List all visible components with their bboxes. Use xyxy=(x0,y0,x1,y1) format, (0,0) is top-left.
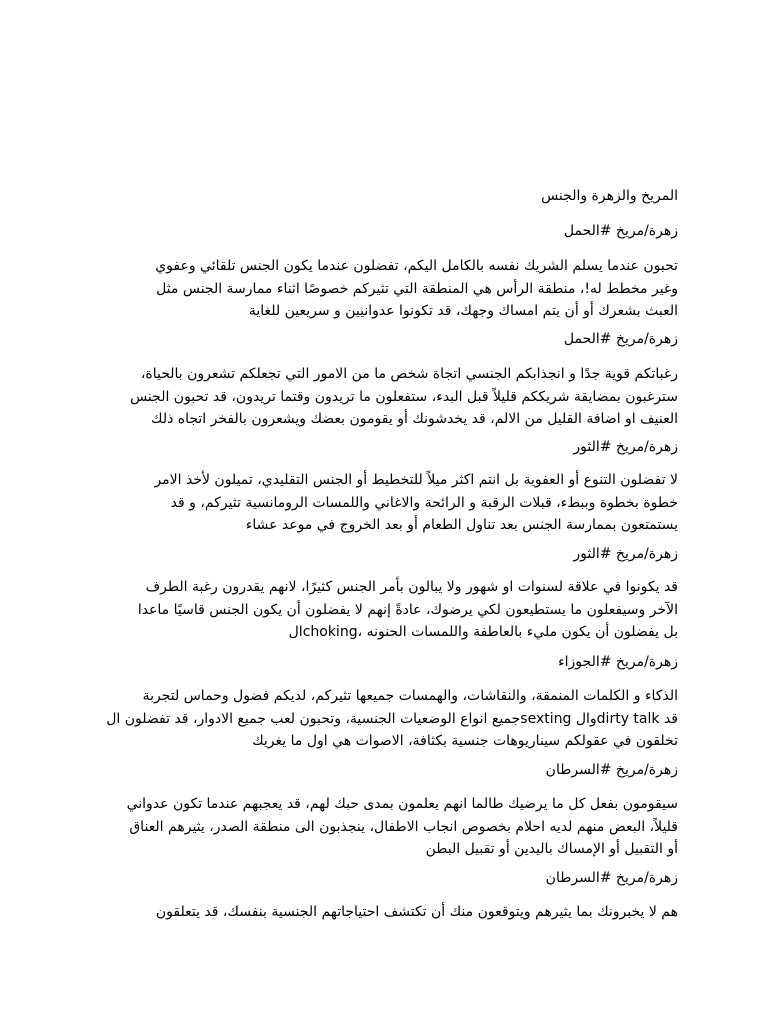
section-heading: زهرة/مريخ #الحمل xyxy=(563,331,678,347)
section-paragraph xyxy=(60,469,678,537)
paragraph-line: يستمتعون بممارسة الجنس بعد تناول الطعام أو بعد الخروج في موعد عشاء xyxy=(245,517,678,533)
paragraph-line: قد dirty talk‏وال sexting‏جميع انواع الوضعيات الجنسية، وتحبون لعب جميع الادوار، قد تفضلون ال xyxy=(106,710,678,727)
paragraph-line: سيقومون بفعل كل ما يرضيك طالما انهم يعلمون بمدى حبك لهم، قد يعجبهم عندما تكون عدواني xyxy=(126,796,678,812)
paragraph-line: الذكاء و الكلمات المنمقة، والنقاشات، والهمسات جميعها تثيركم، لديكم فضول وحماس لتجربة xyxy=(142,688,678,704)
paragraph-line: لا تفضلون التنوع أو العفوية بل انتم اكثر ميلاً للتخطيط أو الجنس التقليدي، تميلون لأخذ الامر xyxy=(154,472,678,488)
section-heading: زهرة/مريخ #السرطان xyxy=(545,870,678,886)
document-title: المريخ والزهرة والجنس xyxy=(541,188,678,204)
paragraph-line: وغير مخطط له!، منطقة الرأس هي المنطقة التي تثيركم خصوصًا اثناء ممارسة الجنس مثل xyxy=(156,280,678,297)
paragraph-line: أو التقبيل أو الإمساك باليدين أو تقبيل البطن xyxy=(425,841,678,857)
section-paragraph xyxy=(60,685,678,753)
section-paragraph xyxy=(60,576,678,644)
paragraph-line: قليلاً، البعض منهم لديه احلام بخصوص انجاب الاطفال، ينجذبون الى منطقة الصدر، يثيرهم العناق xyxy=(129,818,678,835)
paragraph-line: خطوة بخطوة وببطء، قبلات الرقبة و الرائحة والاغاني واللمسات الرومانسية تثيركم، و قد xyxy=(170,494,678,511)
document-page xyxy=(60,0,678,1024)
paragraph-line: سترغبون بمضايقة شريككم قليلاً قبل البدء، ستفعلون ما تريدون وقتما تريدون، قد تحبون الجنس xyxy=(130,388,678,405)
paragraph-line: تخلقون في عقولكم سيناريوهات جنسية بكثافة، الاصوات هي اول ما يغريك xyxy=(252,733,678,749)
paragraph-line: الآخر وسيفعلون ما يستطيعون لكي يرضوك، عادةً إنهم لا يفضلون أن يكون الجنس قاسيًا ماعدا xyxy=(137,601,678,618)
section-paragraph xyxy=(60,255,678,323)
section-heading: زهرة/مريخ #السرطان xyxy=(545,762,678,778)
section-heading: زهرة/مريخ #الثور xyxy=(573,439,678,455)
section-paragraph xyxy=(60,793,678,861)
paragraph-line: العنيف او اضافة القليل من الالم، قد يخدشونك أو يقومون بعضك ويشعرون بالفخر اتجاه ذلك xyxy=(151,411,678,427)
section-heading: زهرة/مريخ #الجوزاء xyxy=(558,654,678,670)
section-paragraph xyxy=(60,901,678,924)
paragraph-line: هم لا يخبرونك بما يثيرهم ويتوقعون منك أن تكتشف احتياجاتهم الجنسية بنفسك، قد يتعلقون xyxy=(155,904,678,920)
paragraph-line: بل يفضلون أن يكون مليء بالعاطفة واللمسات الحنونه ،choking‏ال xyxy=(288,624,678,640)
paragraph-line: قد يكونوا في علاقة لسنوات او شهور ولا يبالون بأمر الجنس كثيرًا، لانهم يقدرون رغبة الطرف xyxy=(145,579,678,595)
paragraph-line: تحبون عندما يسلم الشريك نفسه بالكامل اليكم، تفضلون عندما يكون الجنس تلقائي وعفوي xyxy=(155,258,678,274)
section-paragraph xyxy=(60,363,678,431)
paragraph-line: العبث بشعرك أو أن يتم امساك وجهك، قد تكونوا عدوانيين و سريعين للغاية xyxy=(248,303,678,319)
paragraph-line: رغباتكم قوية جدًا و انجذابكم الجنسي اتجاة شخص ما من الامور التي تجعلكم تشعرون بالحياة، xyxy=(140,366,678,382)
section-heading: زهرة/مريخ #الثور xyxy=(573,546,678,562)
section-heading: زهرة/مريخ #الحمل xyxy=(563,223,678,239)
